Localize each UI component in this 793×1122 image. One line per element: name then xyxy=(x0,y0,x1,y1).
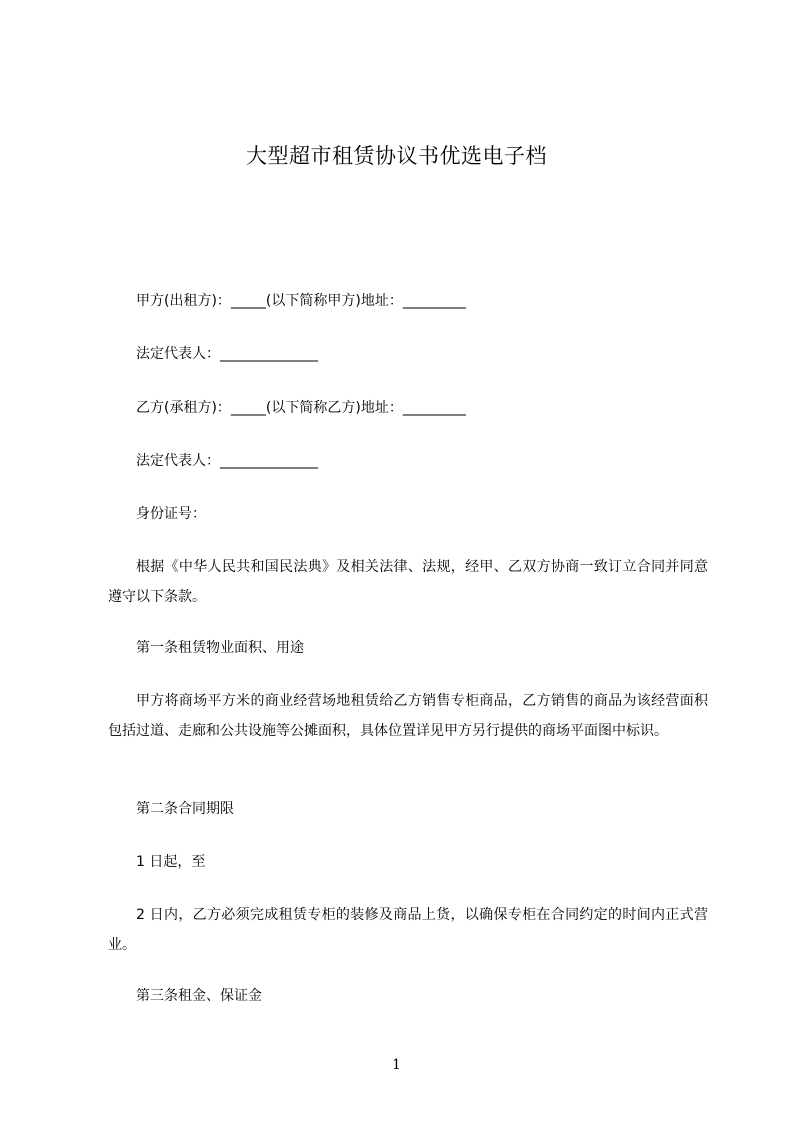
article-3-heading: 第三条租金、保证金 xyxy=(136,988,262,1004)
article-2-item-2: 2 日内，乙方必须完成租赁专柜的装修及商品上货，以确保专柜在合同约定的时间内正式营业。 xyxy=(108,907,708,953)
article-1-heading: 第一条租赁物业面积、用途 xyxy=(136,640,304,656)
article-2-heading: 第二条合同期限 xyxy=(136,801,234,817)
id-number-line: 身份证号： xyxy=(136,506,206,522)
article-2-item-1: 1 日起，至 xyxy=(136,854,206,870)
preamble-paragraph: 根据《中华人民共和国民法典》及相关法律、法规，经甲、乙双方协商一致订立合同并同意遵守以下条款。 xyxy=(108,559,708,605)
party-a-representative: 法定代表人：______________ xyxy=(136,346,318,362)
article-1-paragraph: 甲方将商场平方米的商业经营场地租赁给乙方销售专柜商品，乙方销售的商品为该经营面积包括过道、走廊和公共设施等公摊面积，具体位置详见甲方另行提供的商场平面图中标识。 xyxy=(108,693,708,739)
page-number: 1 xyxy=(392,1057,401,1073)
party-b-representative: 法定代表人：______________ xyxy=(136,453,318,469)
party-a-line: 甲方(出租方)：_____(以下简称甲方)地址：_________ xyxy=(136,293,466,309)
document-title: 大型超市租赁协议书优选电子档 xyxy=(246,144,547,168)
party-b-line: 乙方(承租方)：_____(以下简称乙方)地址：_________ xyxy=(136,400,466,416)
